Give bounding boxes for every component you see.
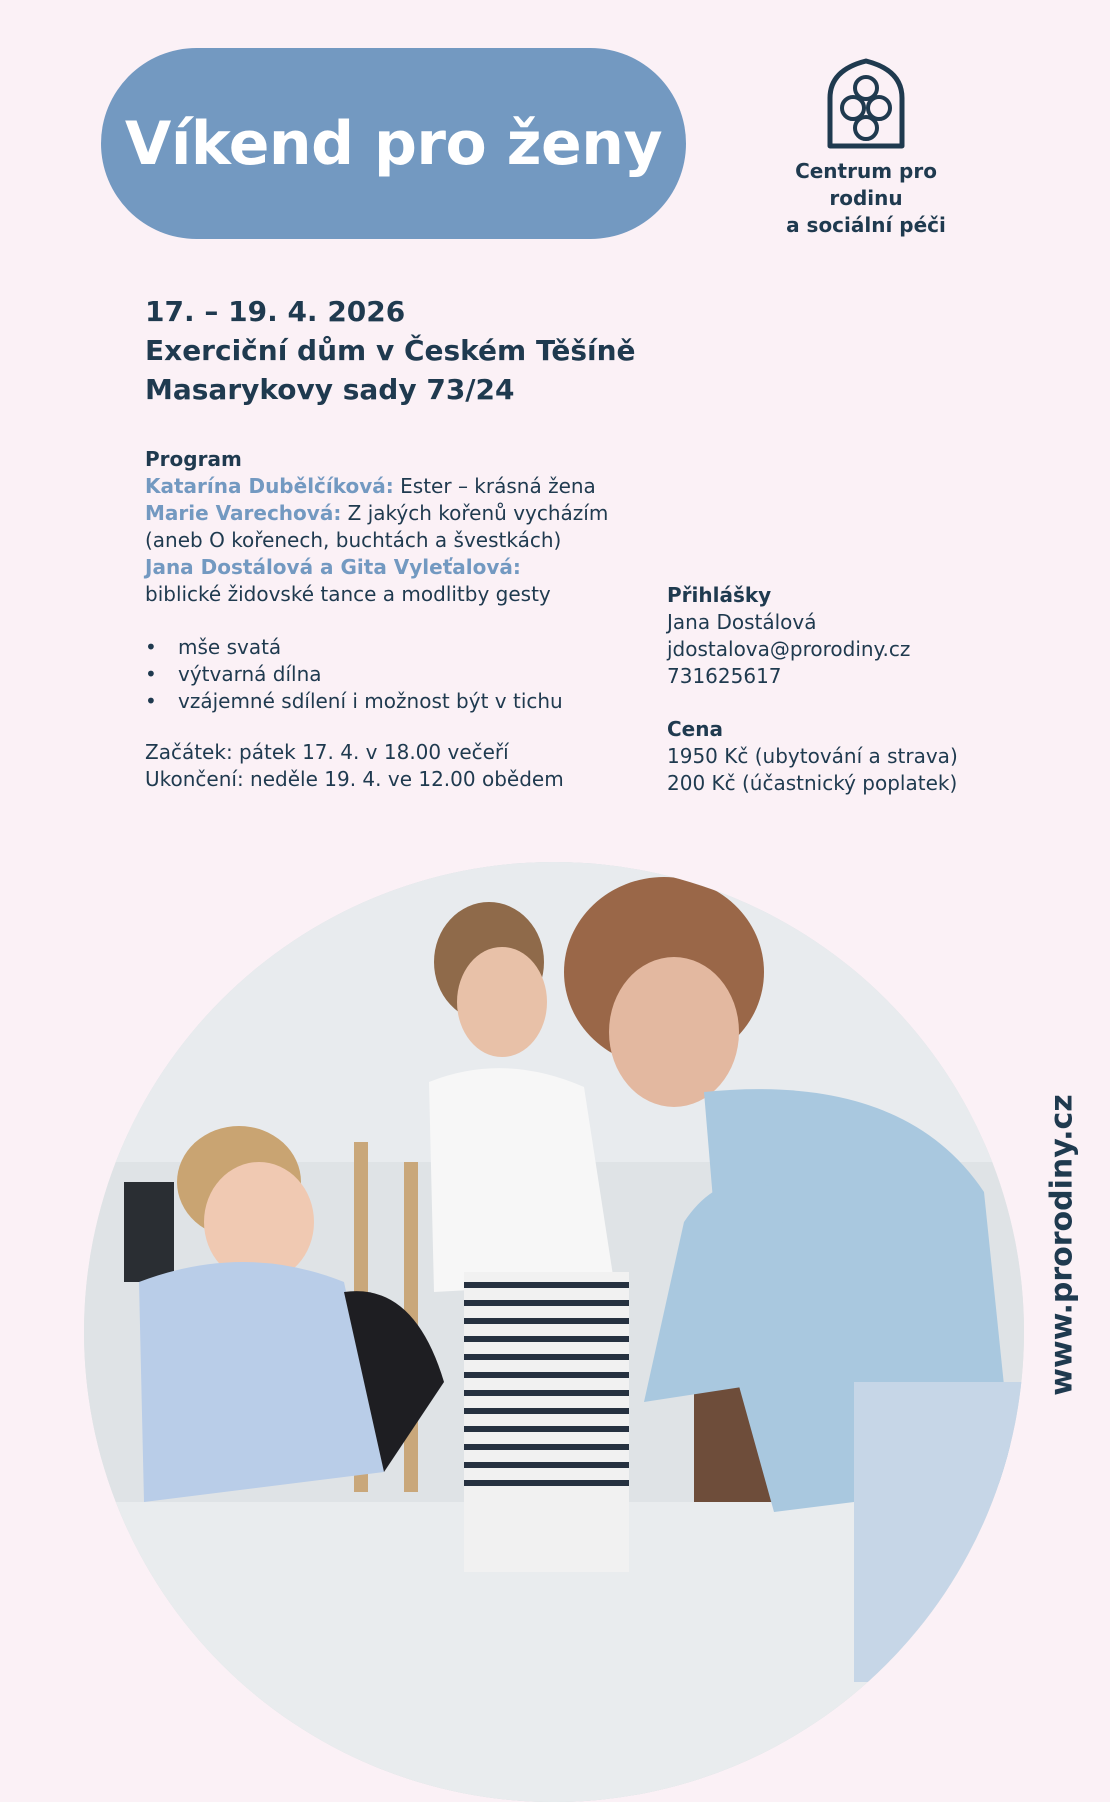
- price-line-1: 1950 Kč (ubytování a strava): [667, 744, 958, 768]
- talk-1-speaker: Katarína Dubělčíková:: [145, 474, 394, 498]
- program-heading: Program: [145, 447, 242, 471]
- website-url-text[interactable]: www.prorodiny.cz: [1044, 1094, 1080, 1396]
- event-info: [145, 292, 636, 409]
- start-time: Začátek: pátek 17. 4. v 18.00 večeří: [145, 740, 509, 764]
- contact-section: [667, 582, 987, 797]
- organization-logo: [760, 58, 972, 239]
- logo-line-1: Centrum pro rodinu: [795, 159, 937, 210]
- price-line-2: 200 Kč (účastnický poplatek): [667, 771, 958, 795]
- list-item: • výtvarná dílna: [145, 661, 625, 688]
- photo-illustration: [84, 862, 1024, 1802]
- registration-name: Jana Dostálová: [667, 610, 817, 634]
- talk-3-speaker: Jana Dostálová a Gita Vyleťalová:: [145, 555, 521, 579]
- website-url[interactable]: [1042, 1094, 1082, 1396]
- event-date: 17. – 19. 4. 2026: [145, 295, 406, 328]
- registration-email[interactable]: jdostalova@prorodiny.cz: [667, 637, 911, 661]
- list-item: • vzájemné sdílení i možnost být v tichu: [145, 688, 625, 715]
- talk-2-speaker: Marie Varechová:: [145, 501, 342, 525]
- schedule: [145, 739, 625, 793]
- program-bullets: [145, 634, 625, 715]
- logo-line-2: a sociální péči: [786, 213, 946, 237]
- list-item: • mše svatá: [145, 634, 625, 661]
- registration-heading: Přihlášky: [667, 583, 772, 607]
- page-title: Víkend pro ženy: [124, 108, 663, 179]
- talk-3-topic: biblické židovské tance a modlitby gesty: [145, 582, 551, 606]
- talk-1: [145, 473, 625, 500]
- title-banner: [101, 48, 686, 239]
- talk-1-topic: Ester – krásná žena: [393, 474, 596, 498]
- event-place: Exerciční dům v Českém Těšíně: [145, 334, 636, 367]
- event-address: Masarykovy sady 73/24: [145, 373, 515, 406]
- chapel-window-icon: [824, 58, 908, 150]
- end-time: Ukončení: neděle 19. 4. ve 12.00 obědem: [145, 767, 564, 791]
- talk-2-topic: Z jakých kořenů vycházím: [341, 501, 609, 525]
- women-photo: [84, 862, 1024, 1802]
- talk-2-subtitle: (aneb O kořenech, buchtách a švestkách): [145, 528, 562, 552]
- talk-2: [145, 500, 625, 527]
- program-section: [145, 446, 625, 793]
- price-heading: Cena: [667, 717, 723, 741]
- registration-phone[interactable]: 731625617: [667, 664, 782, 688]
